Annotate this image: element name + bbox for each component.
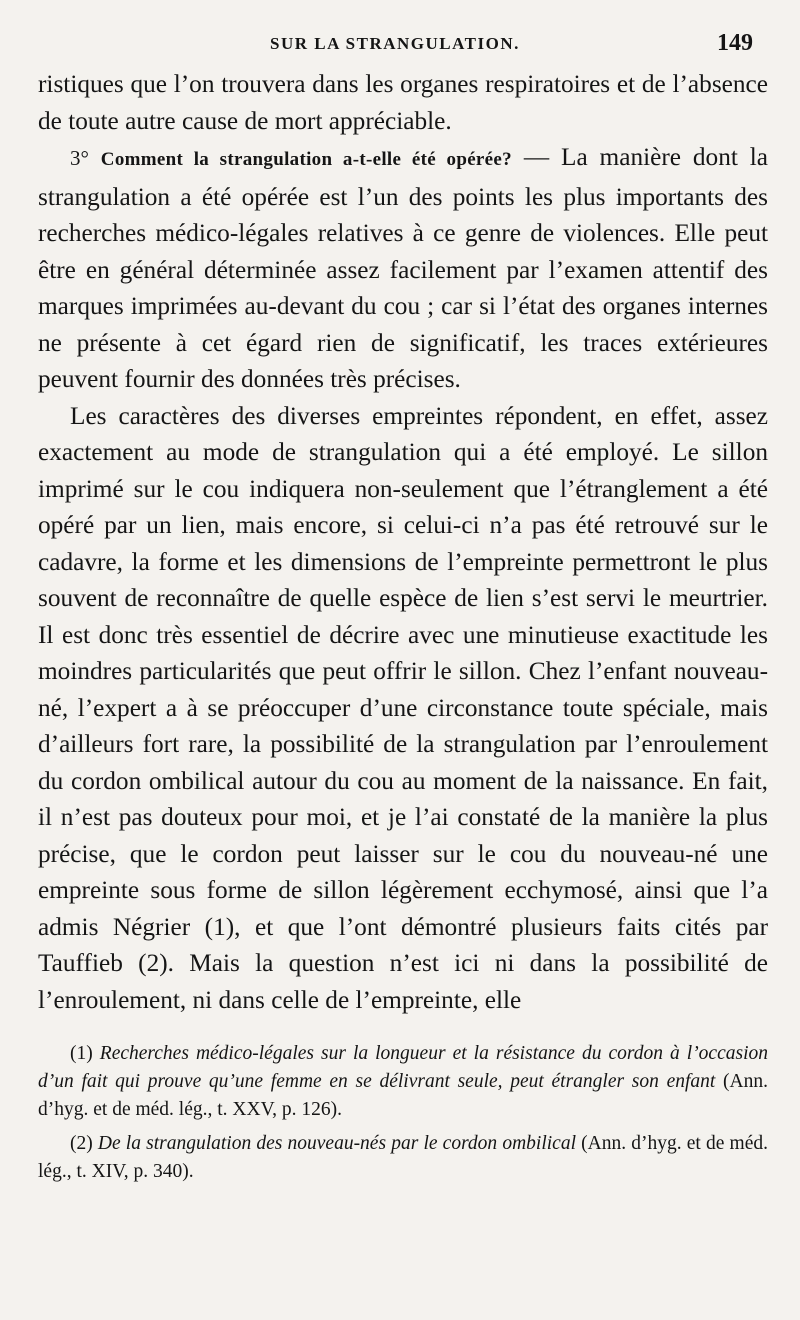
page-header xyxy=(38,30,768,66)
section-number: 3° xyxy=(70,146,89,170)
running-title: SUR LA STRANGULATION. xyxy=(270,34,520,53)
paragraph-2-text: — La manière dont la strangulation a été opérée est l’un des points les plus importants des recherches médico-légales relatives à ce genre de violences. Elle peut être en général déterminée assez facilement par l’examen attentif des marques imprimées au-devant du cou ; car si l’état des organes internes ne présente à cet égard rien de significatif, les traces extérieures peuvent fournir des données très précises. xyxy=(38,143,769,393)
paragraph-1: ristiques que l’on trouvera dans les organes respiratoires et de l’absence de toute autre cause de mort appréciable. xyxy=(38,70,768,135)
footnote-ref-1: (1) xyxy=(204,912,235,941)
paragraph-3-text-b: , et que l’ont démontré plusieurs faits cités par Tauffieb xyxy=(38,912,769,977)
footnote-1 xyxy=(38,1040,768,1124)
page-number: 149 xyxy=(717,30,753,56)
footnote-1-citation: (Ann. d’hyg. et de méd. lég., t. XXV, p. 126). xyxy=(38,1071,768,1120)
paragraph-2 xyxy=(38,139,768,398)
book-page xyxy=(38,30,768,1192)
footnote-2-number: (2) xyxy=(70,1133,93,1154)
footnotes xyxy=(38,1040,768,1186)
footnote-2-citation: (Ann. d’hyg. et de méd. lég., t. XIV, p. 340). xyxy=(38,1133,768,1182)
paragraph-3 xyxy=(38,398,768,1019)
section-heading: Comment la strangulation a-t-elle été opérée? xyxy=(100,149,512,170)
footnote-2 xyxy=(38,1130,768,1186)
footnote-1-title: Recherches médico-légales sur la longueur et la résistance du cordon à l’occasion d’un fait qui prouve qu’une femme en se délivrant seule, peut étrangler son enfant xyxy=(38,1043,768,1092)
body-text xyxy=(38,66,768,1018)
paragraph-3-text-a: Les caractères des diverses empreintes répondent, en effet, assez exactement au mode de strangulation qui a été employé. Le sillon imprimé sur le cou indiquera non-seulement que l’étranglement a été opéré par un lien, mais encore, si celui-ci n’a pas été retrouvé sur le cadavre, la forme et les dimensions de l’empreinte permettront le plus souvent de reconnaître de quelle espèce de lien s’est servi le meurtrier. Il est donc très essentiel de décrire avec une minutieuse exactitude les moindres particularités que peut offrir le sillon. Chez l’enfant nouveau-né, l’expert a à se préoccuper d’une circonstance toute spéciale, mais d’ailleurs fort rare, la possibilité de la strangulation par l’enroulement du cordon ombilical autour du cou au moment de la naissance. En fait, il n’est pas douteux pour moi, et je l’ai constaté de la manière la plus précise, que le cordon peut laisser sur le cou du nouveau-né une empreinte sous forme de sillon légèrement ecchymosé, ainsi que l’a admis Négrier xyxy=(38,401,768,941)
footnote-2-title: De la strangulation des nouveau-nés par le cordon ombilical xyxy=(97,1133,576,1154)
footnote-ref-2: (2) xyxy=(138,949,168,977)
paragraph-3-text-c: . Mais la question n’est ici ni dans la possibilité de l’enroulement, ni dans celle de l’empreinte, elle xyxy=(38,949,769,1014)
footnote-1-number: (1) xyxy=(70,1043,93,1064)
